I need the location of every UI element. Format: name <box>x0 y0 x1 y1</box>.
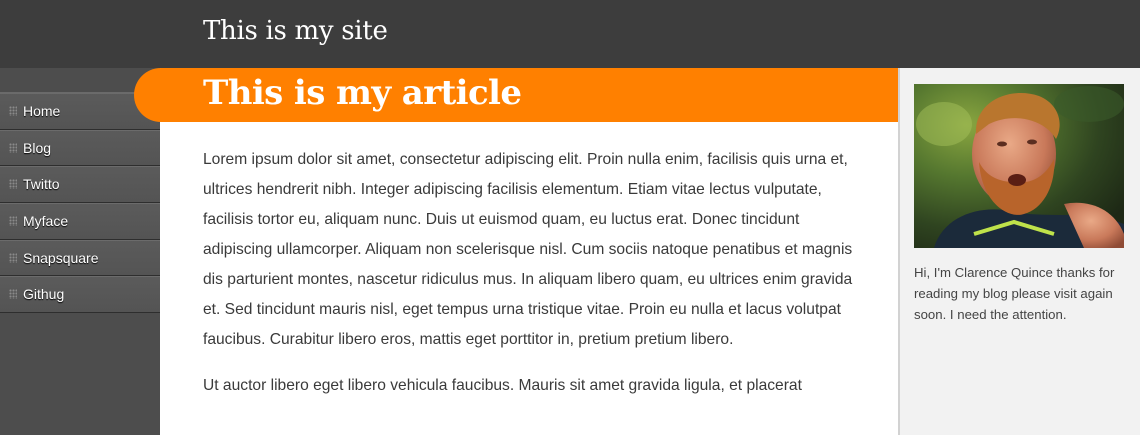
article-title: This is my article <box>203 73 522 113</box>
site-title[interactable]: This is my site <box>203 16 388 46</box>
article-paragraph: Lorem ipsum dolor sit amet, consectetur adipiscing elit. Proin nulla enim, facilisis quis urna et, ultrices hendrerit nibh. Integer adipiscing facilisis elementum. Etiam vitae lectus vulputate, facilisis tortor eu, aliquam nunc. Duis ut euismod quam, eu luctus erat. Donec tincidunt adipiscing ullamcorper. Aliquam non scelerisque nisl. Cum sociis natoque penatibus et magnis dis parturient montes, nascetur ridiculus mus. In aliquam libero quam, eu ultrices enim gravida et. Sed tincidunt mauris nisl, eget tempus urna tristique vitae. Proin eu nulla et lacus volutpat faucibus. Curabitur libero eros, mattis eget porttitor in, pretium pretium libero. <box>203 151 853 348</box>
article-body <box>203 145 863 417</box>
grip-icon <box>9 106 17 116</box>
grip-icon <box>9 179 17 189</box>
author-photo-illustration <box>914 84 1124 248</box>
nav-item-label: Home <box>23 102 61 119</box>
main-nav <box>0 92 160 313</box>
nav-item-label: Snapsquare <box>23 249 99 266</box>
article-paragraph: Ut auctor libero eget libero vehicula faucibus. Mauris sit amet gravida ligula, et placerat <box>203 377 802 394</box>
author-bio: Hi, I'm Clarence Quince thanks for reading my blog please visit again soon. I need the attention. <box>914 265 1115 322</box>
nav-item-label: Githug <box>23 286 65 303</box>
grip-icon <box>9 143 17 153</box>
nav-item-label: Myface <box>23 212 69 229</box>
nav-item-label: Blog <box>23 139 52 156</box>
nav-item-githug[interactable] <box>0 276 160 313</box>
site-header <box>0 0 1140 68</box>
author-photo <box>914 84 1124 248</box>
grip-icon <box>9 253 17 263</box>
grip-icon <box>9 289 17 299</box>
nav-item-label: Twitto <box>23 176 60 193</box>
nav-item-twitto[interactable] <box>0 166 160 203</box>
grip-icon <box>9 216 17 226</box>
nav-item-snapsquare[interactable] <box>0 240 160 277</box>
nav-item-blog[interactable] <box>0 130 160 167</box>
nav-item-myface[interactable] <box>0 203 160 240</box>
